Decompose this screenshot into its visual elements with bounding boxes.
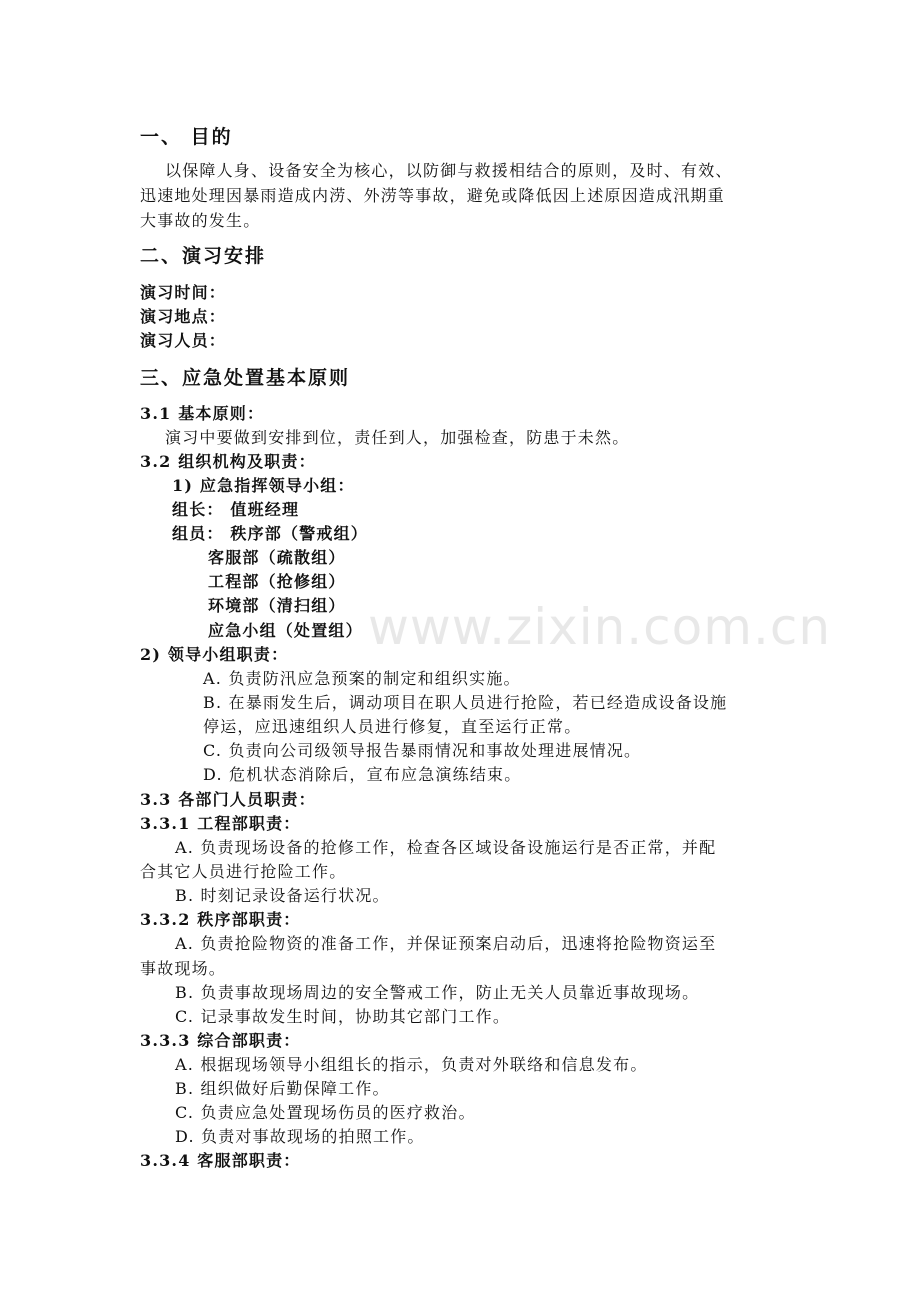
subsection-title: 3.1 基本原则：	[140, 404, 265, 423]
paragraph-line: A. 负责现场设备的抢修工作，检查各区域设备设施运行是否正常，并配	[175, 838, 717, 857]
subsection-title: 3.3.2 秩序部职责：	[140, 910, 301, 929]
watermark: www.zixin.com.cn	[368, 598, 832, 656]
paragraph-line: 大事故的发生。	[140, 211, 261, 230]
members-line: 组员： 秩序部（警戒组）	[172, 524, 368, 543]
subsection-title: 3.3 各部门人员职责：	[140, 790, 316, 809]
paragraph-line: B. 时刻记录设备运行状况。	[175, 886, 390, 905]
paragraph-line: C. 记录事故发生时间，协助其它部门工作。	[175, 1007, 511, 1026]
duty-item: 停运，应迅速组织人员进行修复，直至运行正常。	[203, 717, 582, 736]
paragraph-line: 演习中要做到安排到位，责任到人，加强检查，防患于未然。	[165, 428, 630, 447]
duty-item: A. 负责防汛应急预案的制定和组织实施。	[203, 669, 521, 688]
duty-item: B. 在暴雨发生后，调动项目在职人员进行抢险，若已经造成设备设施	[203, 693, 728, 712]
drill-place-label: 演习地点：	[140, 307, 227, 326]
leader-line: 组长： 值班经理	[172, 500, 300, 519]
paragraph-line: B. 组织做好后勤保障工作。	[175, 1079, 390, 1098]
duty-item: D. 危机状态消除后，宣布应急演练结束。	[203, 765, 522, 784]
paragraph-line: 事故现场。	[140, 959, 227, 978]
drill-time-label: 演习时间：	[140, 283, 227, 302]
subsection-title: 3.3.3 综合部职责：	[140, 1031, 301, 1050]
paragraph-line: 合其它人员进行抢险工作。	[140, 862, 347, 881]
member-item: 客服部（疏散组）	[208, 548, 346, 567]
duty-item: C. 负责向公司级领导报告暴雨情况和事故处理进展情况。	[203, 741, 642, 760]
member-item: 工程部（抢修组）	[208, 572, 346, 591]
section-heading-arrangement: 二、演习安排	[140, 245, 267, 267]
paragraph-line: B. 负责事故现场周边的安全警戒工作，防止无关人员靠近事故现场。	[175, 983, 700, 1002]
member-item: 环境部（清扫组）	[208, 596, 346, 615]
drill-staff-label: 演习人员：	[140, 331, 227, 350]
paragraph-line: A. 根据现场领导小组组长的指示，负责对外联络和信息发布。	[175, 1055, 648, 1074]
paragraph-line: 以保障人身、设备安全为核心，以防御与救援相结合的原则，及时、有效、	[165, 161, 733, 180]
paragraph-line: D. 负责对事故现场的拍照工作。	[175, 1127, 425, 1146]
paragraph-line: 迅速地处理因暴雨造成内涝、外涝等事故，避免或降低因上述原因造成汛期重	[140, 186, 725, 205]
list-heading: 1) 应急指挥领导小组：	[172, 476, 355, 495]
paragraph-line: C. 负责应急处置现场伤员的医疗救治。	[175, 1103, 476, 1122]
subsection-title: 3.2 组织机构及职责：	[140, 452, 316, 471]
list-heading: 2) 领导小组职责：	[140, 645, 289, 664]
section-heading-purpose: 一、 目的	[140, 126, 233, 148]
subsection-title: 3.3.4 客服部职责：	[140, 1151, 301, 1170]
paragraph-line: A. 负责抢险物资的准备工作，并保证预案启动后，迅速将抢险物资运至	[175, 934, 717, 953]
member-item: 应急小组（处置组）	[208, 621, 363, 640]
section-heading-principles: 三、应急处置基本原则	[140, 367, 351, 389]
subsection-title: 3.3.1 工程部职责：	[140, 814, 301, 833]
